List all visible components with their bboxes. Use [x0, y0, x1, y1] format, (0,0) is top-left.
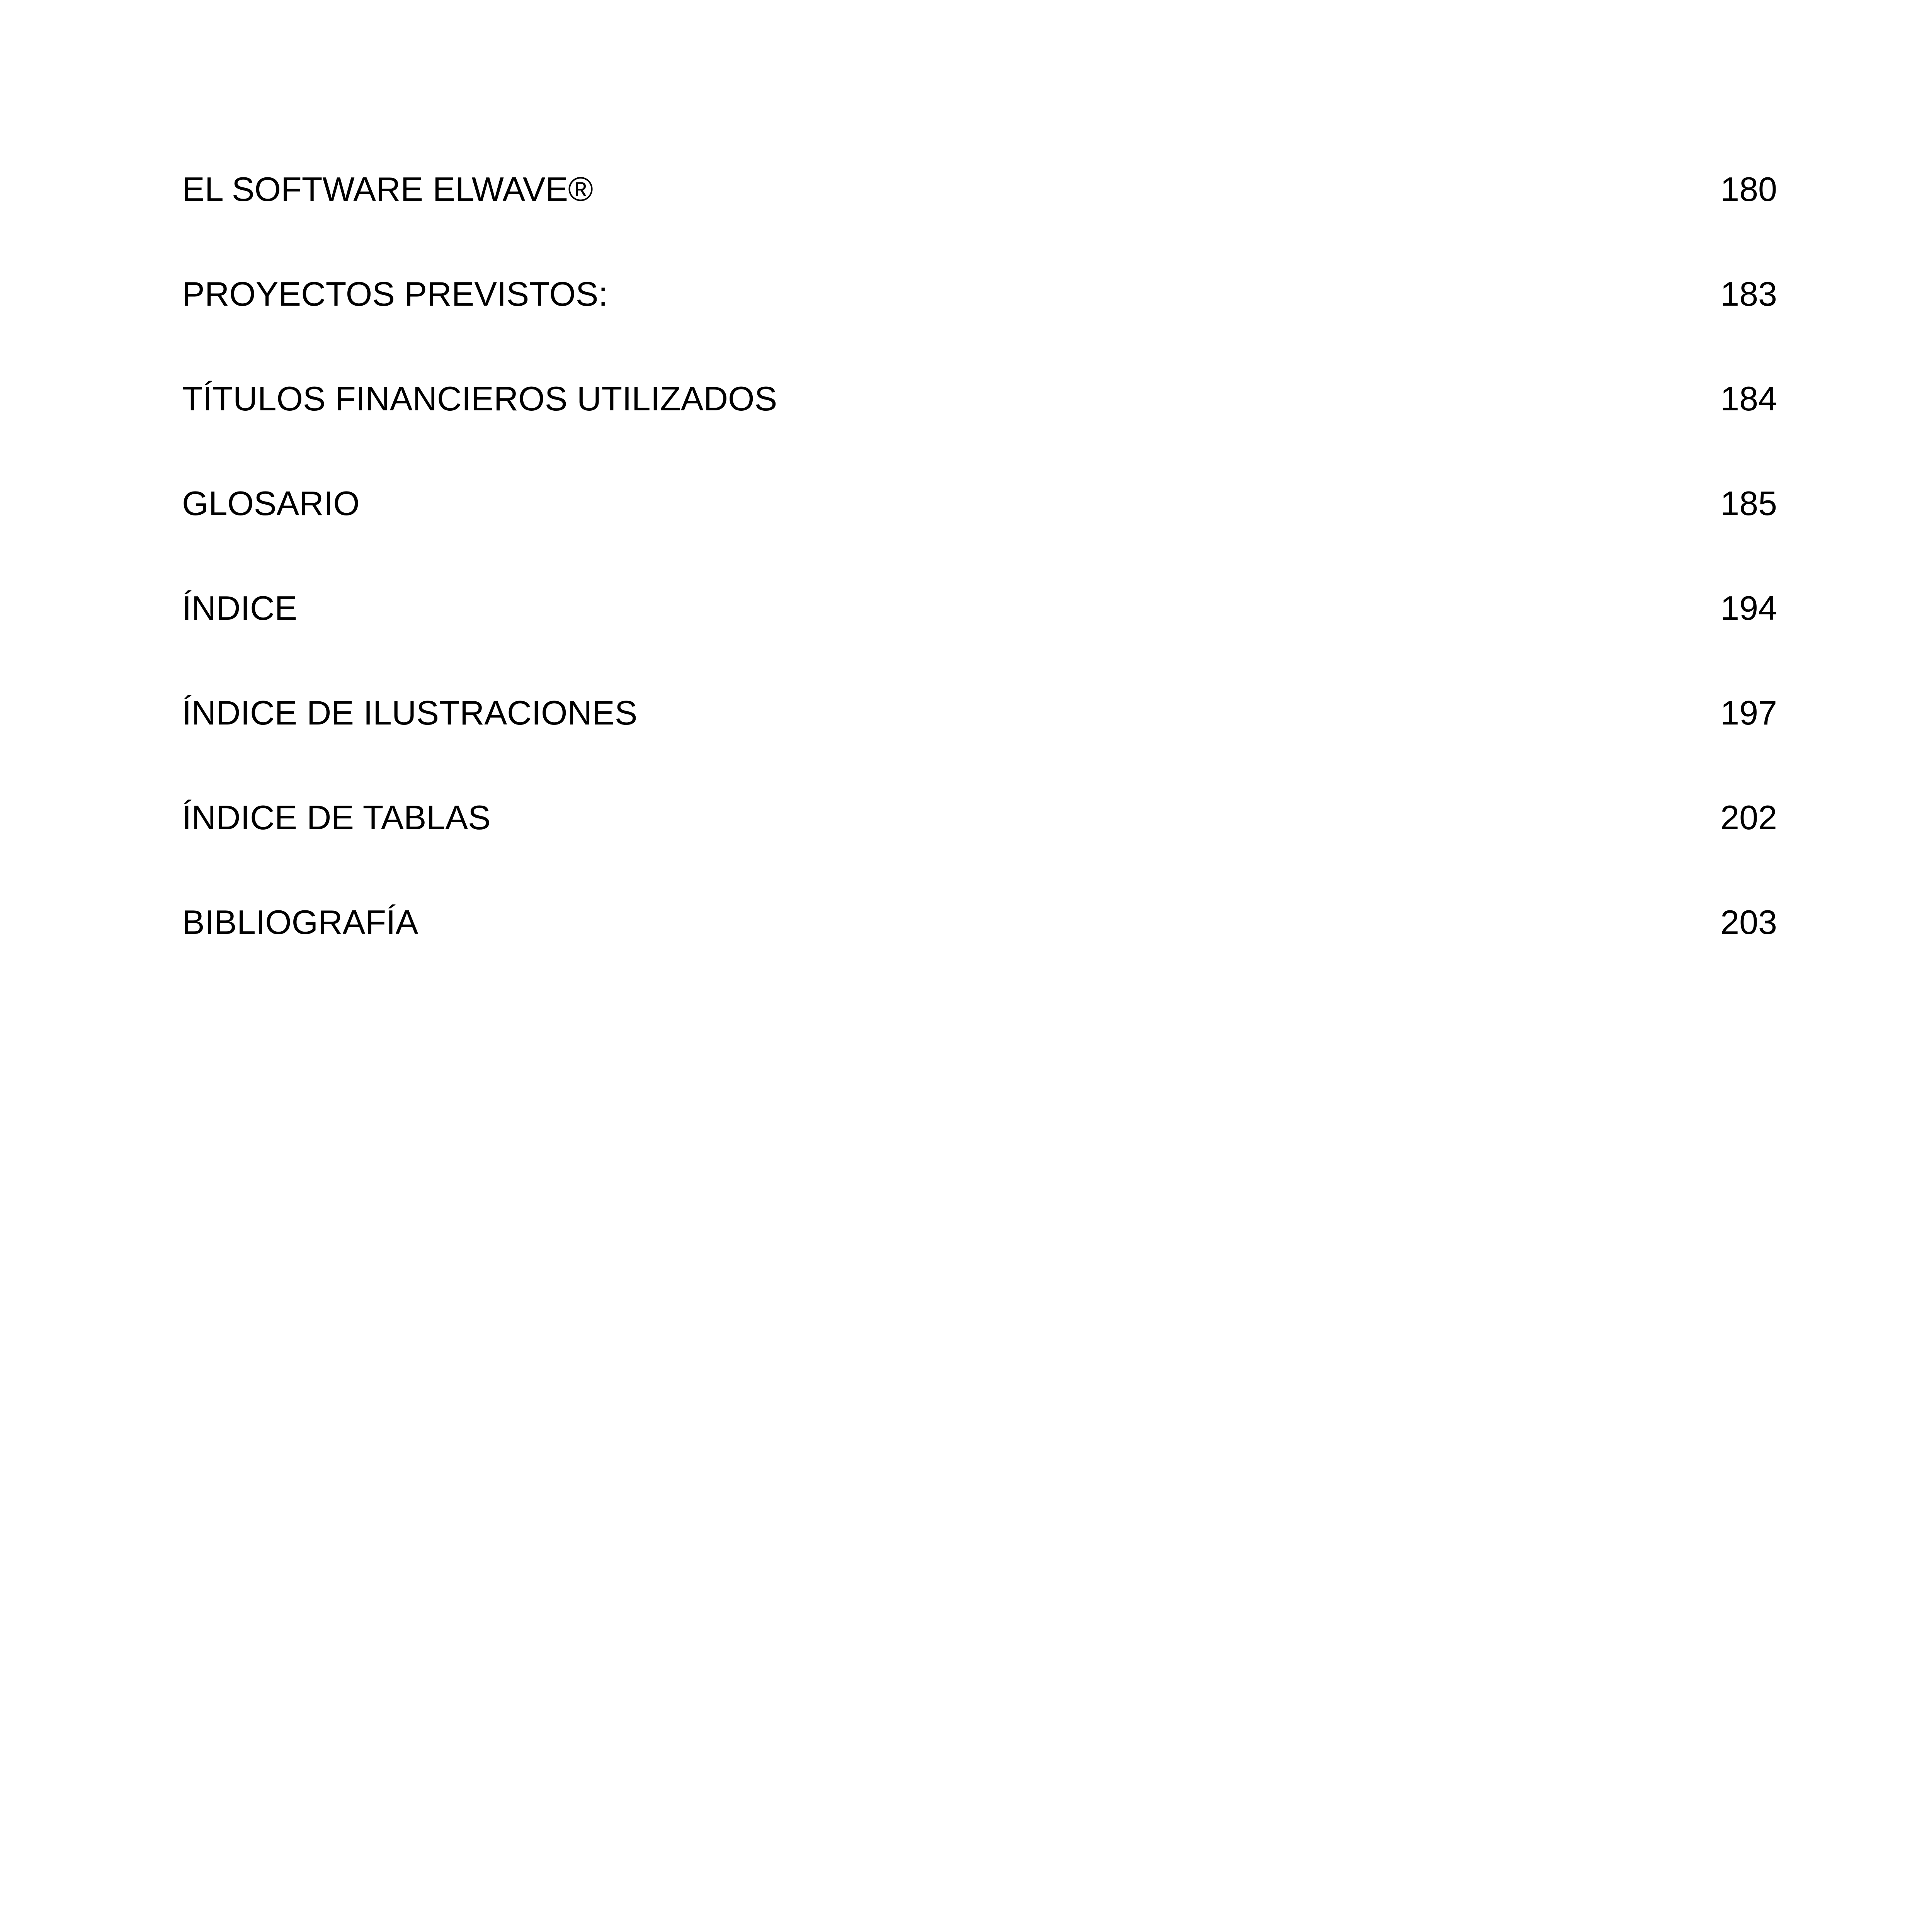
- toc-entry[interactable]: [182, 267, 1777, 372]
- toc-entry[interactable]: [182, 686, 1777, 791]
- toc-entry-title: ÍNDICE DE TABLAS: [182, 798, 491, 837]
- toc-entry-page: 194: [1720, 589, 1777, 627]
- toc-entry[interactable]: [182, 895, 1777, 1000]
- toc-entry-title: GLOSARIO: [182, 484, 360, 522]
- toc-entry-title: TÍTULOS FINANCIEROS UTILIZADOS: [182, 379, 777, 418]
- toc-entry-page: 185: [1720, 484, 1777, 522]
- toc-entry-page: 202: [1720, 798, 1777, 837]
- toc-entry-title: ÍNDICE: [182, 589, 298, 627]
- toc-entry-page: 184: [1720, 379, 1777, 418]
- toc-entry-title: ÍNDICE DE ILUSTRACIONES: [182, 694, 638, 732]
- toc-entry-title: EL SOFTWARE ELWAVE®: [182, 170, 593, 208]
- table-of-contents: [182, 162, 1777, 1000]
- toc-entry-page: 180: [1720, 170, 1777, 208]
- toc-entry[interactable]: [182, 476, 1777, 581]
- toc-entry-page: 183: [1720, 275, 1777, 313]
- toc-entry-page: 203: [1720, 903, 1777, 941]
- toc-entry[interactable]: [182, 372, 1777, 476]
- toc-entry[interactable]: [182, 791, 1777, 895]
- toc-entry[interactable]: [182, 162, 1777, 267]
- toc-entry-title: PROYECTOS PREVISTOS:: [182, 275, 608, 313]
- toc-entry-title: BIBLIOGRAFÍA: [182, 903, 418, 941]
- toc-entry-page: 197: [1720, 694, 1777, 732]
- toc-entry[interactable]: [182, 581, 1777, 686]
